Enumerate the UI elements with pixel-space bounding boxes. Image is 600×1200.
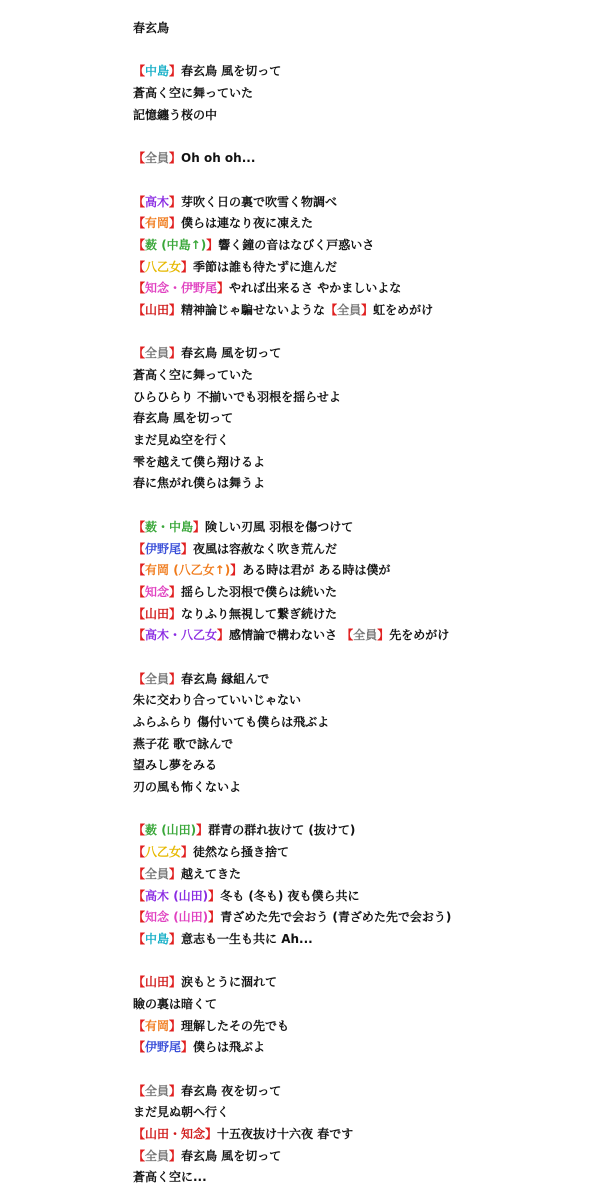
lyric-text: 春玄鳥 風を切って <box>181 1148 282 1163</box>
lyric-text: 春玄鳥 風を切って <box>133 411 234 426</box>
lyric-line: 【中島】意志も一生も共に Ah... <box>133 931 313 946</box>
lyric-text: 蒼高く空に舞っていた <box>133 86 254 101</box>
lyric-text: やれば出来るさ やかましいよな <box>229 281 402 296</box>
lyric-line: 【薮・中島】険しい刃風 羽根を傷つけて <box>133 519 354 534</box>
lyric-line: 【山田】なりふり無視して繋ぎ続けた <box>133 606 338 621</box>
lyric-line: 【有岡 (八乙女↑)】ある時は君が ある時は僕が <box>133 563 391 578</box>
lyric-text: 先をめがけ <box>389 628 450 643</box>
stanza-gap <box>133 126 583 148</box>
lyric-text: 精神論じゃ騙せないような <box>181 302 326 317</box>
lyric-line: 【知念 (山田)】青ざめた先で会おう (青ざめた先で会おう) <box>133 910 452 925</box>
lyric-line: 【有岡】僕らは連なり夜に凍えた <box>133 216 314 231</box>
lyric-line: 【知念・伊野尾】やれば出来るさ やかましいよな <box>133 281 402 296</box>
singer-name: 薮 (中島↑) <box>145 237 207 252</box>
lyric-text: 涙もとうに涸れて <box>181 975 278 990</box>
lyric-line: 【高木 (山田)】冬も (冬も) 夜も僕ら共に <box>133 888 360 903</box>
lyric-text: 僕らは飛ぶよ <box>193 1040 266 1055</box>
singer-name: 八乙女 <box>145 259 182 274</box>
lyric-text: 夜風は容赦なく吹き荒んだ <box>193 541 338 556</box>
lyric-text: 感情論で構わないさ <box>229 628 342 643</box>
lyric-line: 【八乙女】季節は誰も待たずに進んだ <box>133 259 338 274</box>
singer-name: 全員 <box>145 151 170 166</box>
stanza-gap <box>133 951 583 973</box>
lyric-line <box>133 430 583 452</box>
stanza-gap <box>133 170 583 192</box>
lyric-text: 春玄鳥 縁組んで <box>181 671 270 686</box>
singer-name: 山田・知念 <box>145 1127 206 1142</box>
lyric-line <box>133 408 583 430</box>
singer-name: 高木 (山田) <box>145 888 209 903</box>
lyric-text: 蒼高く空に... <box>133 1170 207 1185</box>
lyric-text: ふらふらり 傷付いても僕らは飛ぶよ <box>133 715 330 729</box>
singer-name: 山田 <box>145 975 170 990</box>
stanza-gap <box>133 40 583 62</box>
singer-name: 中島 <box>145 931 170 946</box>
lyric-line <box>133 365 583 387</box>
lyric-text: ある時は君が ある時は僕が <box>242 563 391 578</box>
lyric-text: 記憶纏う桜の中 <box>133 107 218 122</box>
singer-name: 全員 <box>145 346 170 361</box>
lyric-text: 冬も (冬も) 夜も僕ら共に <box>220 888 360 903</box>
lyric-line: 【全員】越えてきた <box>133 866 242 881</box>
singer-name: 八乙女 <box>145 845 182 860</box>
lyric-text: まだ見ぬ空を行く <box>133 433 230 448</box>
lyric-line <box>133 1167 583 1189</box>
singer-name: 高木・八乙女 <box>145 628 218 643</box>
stanza-gap <box>133 799 583 821</box>
lyric-text: 揺らした羽根で僕らは続いた <box>181 584 338 599</box>
singer-name: 山田 <box>145 606 170 621</box>
lyric-line: 【中島】春玄鳥 風を切って <box>133 64 282 79</box>
lyric-text: 雫を越えて僕ら翔けるよ <box>133 454 266 469</box>
lyric-line <box>133 387 583 409</box>
singer-name: 全員 <box>145 866 170 881</box>
lyric-text: 青ざめた先で会おう (青ざめた先で会おう) <box>220 910 452 925</box>
singer-name: 有岡 <box>145 216 170 231</box>
lyric-text: 春に焦がれ僕らは舞うよ <box>133 476 266 491</box>
singer-name: 中島 <box>145 64 170 79</box>
lyric-line: 【八乙女】徒然なら掻き捨て <box>133 845 290 860</box>
lyric-line <box>133 452 583 474</box>
singer-name: 全員 <box>145 1083 170 1098</box>
lyric-line: 【薮 (山田)】群青の群れ抜けて (抜けて) <box>133 823 356 838</box>
lyric-text: 蒼高く空に舞っていた <box>133 368 254 382</box>
singer-name: 全員 <box>337 302 362 317</box>
lyric-line: 【伊野尾】夜風は容赦なく吹き荒んだ <box>133 541 338 556</box>
lyrics-document <box>133 18 583 1189</box>
lyric-line <box>133 473 583 495</box>
lyric-text: 刃の風も怖くないよ <box>133 780 242 795</box>
lyric-text: 春玄鳥 夜を切って <box>181 1083 282 1098</box>
lyric-line: 【知念】揺らした羽根で僕らは続いた <box>133 584 338 599</box>
lyric-text: 理解したその先でも <box>181 1018 290 1033</box>
lyric-text: 芽吹く日の裏で吹雪く物調べ <box>181 194 338 209</box>
lyric-text: まだ見ぬ朝へ行く <box>133 1105 230 1120</box>
lyric-text: 越えてきた <box>181 866 242 881</box>
lyric-line: 【全員】春玄鳥 夜を切って <box>133 1083 282 1098</box>
lyric-text: ひらひらり 不揃いでも羽根を揺らせよ <box>133 389 341 404</box>
lyric-line: 【高木・八乙女】感情論で構わないさ 【全員】先をめがけ <box>133 628 450 643</box>
lyric-line: 【全員】春玄鳥 風を切って <box>133 346 282 361</box>
lyric-text: 春玄鳥 風を切って <box>181 346 282 361</box>
lyric-line <box>133 755 583 777</box>
lyric-text: なりふり無視して繋ぎ続けた <box>181 606 338 621</box>
lyric-line: 【山田・知念】十五夜抜け十六夜 春です <box>133 1127 354 1142</box>
stanza-gap <box>133 1059 583 1081</box>
lyric-text: 虹をめがけ <box>373 302 434 317</box>
lyric-line: 【有岡】理解したその先でも <box>133 1018 290 1033</box>
singer-name: 有岡 <box>145 1018 170 1033</box>
song-title: 春玄鳥 <box>133 21 170 35</box>
lyric-line <box>133 105 583 127</box>
lyric-text: 十五夜抜け十六夜 春です <box>217 1127 354 1142</box>
lyric-line <box>133 734 583 756</box>
singer-name: 全員 <box>353 628 378 643</box>
lyric-line: 【伊野尾】僕らは飛ぶよ <box>133 1040 266 1055</box>
lyric-line: 【高木】芽吹く日の裏で吹雪く物調べ <box>133 194 338 209</box>
singer-name: 有岡 (八乙女↑) <box>145 563 231 578</box>
lyric-line: 【山田】涙もとうに涸れて <box>133 975 278 990</box>
lyric-text: 険しい刃風 羽根を傷つけて <box>205 519 354 534</box>
lyric-text: 群青の群れ抜けて (抜けて) <box>208 823 356 838</box>
singer-name: 全員 <box>145 1148 170 1163</box>
singer-name: 知念・伊野尾 <box>145 281 218 296</box>
singer-name: 伊野尾 <box>145 541 182 556</box>
lyric-text: 意志も一生も共に Ah... <box>181 931 313 946</box>
lyric-line <box>133 690 583 712</box>
singer-name: 知念 (山田) <box>145 910 209 925</box>
lyric-text: 季節は誰も待たずに進んだ <box>193 259 338 274</box>
singer-name: 薮 (山田) <box>145 823 197 838</box>
singer-name: 知念 <box>145 584 170 599</box>
singer-name: 薮・中島 <box>145 519 194 534</box>
lyric-text: 春玄鳥 風を切って <box>181 64 282 79</box>
stanza-gap <box>133 322 583 344</box>
lyric-text: 朱に交わり合っていいじゃない <box>133 693 302 708</box>
lyric-text: 僕らは連なり夜に凍えた <box>181 216 314 231</box>
singer-name: 山田 <box>145 302 170 317</box>
lyric-text: 望みし夢をみる <box>133 758 218 773</box>
lyric-line: 【山田】精神論じゃ騙せないような【全員】虹をめがけ <box>133 302 434 317</box>
lyric-text: 響く鐘の音はなびく戸惑いさ <box>218 237 375 252</box>
lyric-line <box>133 994 583 1016</box>
lyric-line <box>133 712 583 734</box>
lyric-line: 【全員】Oh oh oh... <box>133 151 256 166</box>
lyric-line <box>133 777 583 799</box>
lyric-line: 【全員】春玄鳥 風を切って <box>133 1148 282 1163</box>
singer-name: 高木 <box>145 194 170 209</box>
lyric-line: 【薮 (中島↑)】響く鐘の音はなびく戸惑いさ <box>133 237 375 252</box>
lyric-text: 燕子花 歌で詠んで <box>133 736 234 751</box>
lyric-line <box>133 1102 583 1124</box>
stanza-gap <box>133 495 583 517</box>
lyric-line: 【全員】春玄鳥 縁組んで <box>133 671 270 686</box>
lyric-text: Oh oh oh... <box>181 151 256 166</box>
lyric-line <box>133 83 583 105</box>
stanza-gap <box>133 647 583 669</box>
singer-name: 全員 <box>145 671 170 686</box>
lyric-text: 徒然なら掻き捨て <box>193 845 290 860</box>
singer-name: 伊野尾 <box>145 1040 182 1055</box>
lyric-text: 瞼の裏は暗くて <box>133 996 218 1011</box>
